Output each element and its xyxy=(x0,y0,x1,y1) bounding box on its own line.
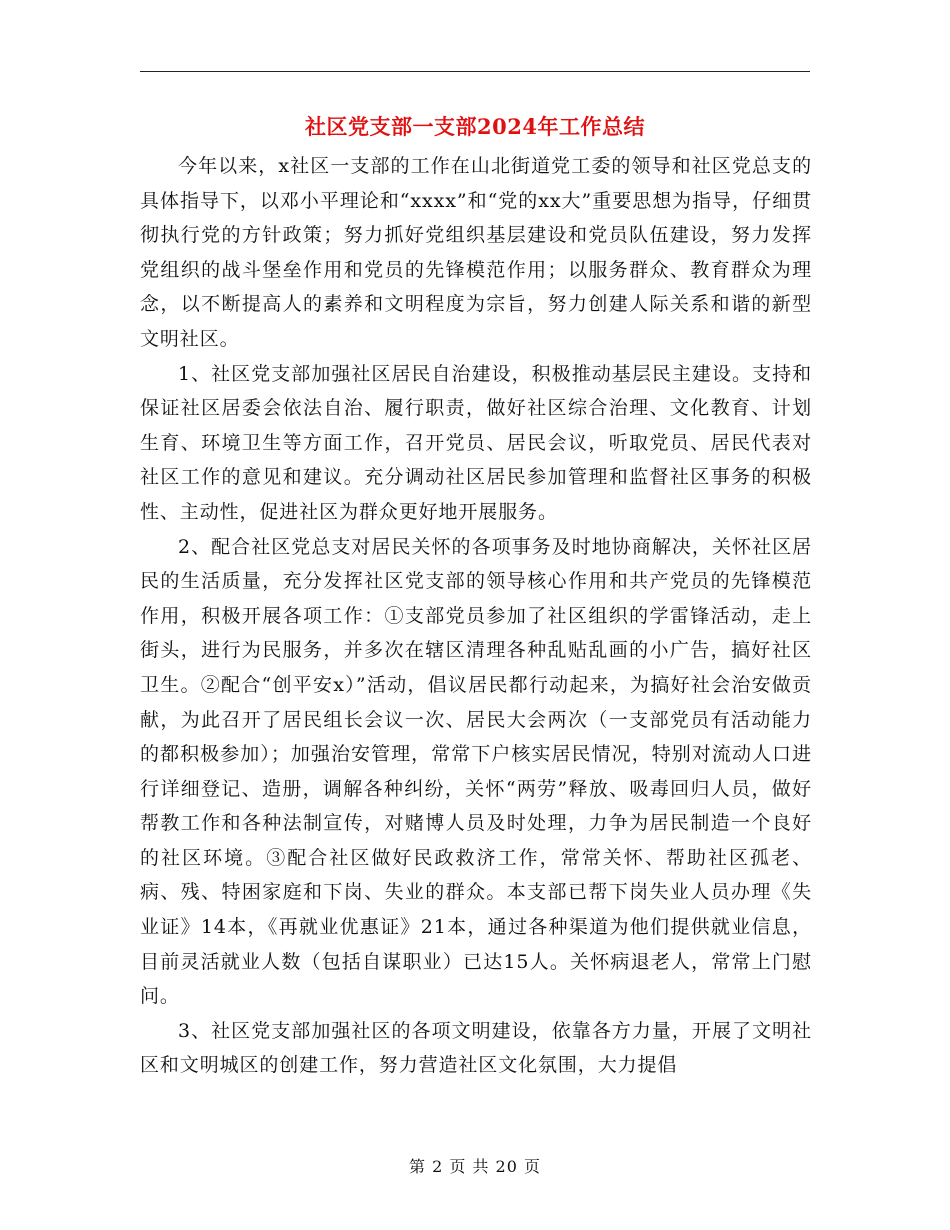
document-title: 社区党支部一支部2024年工作总结 xyxy=(305,114,645,139)
page-footer xyxy=(0,1154,950,1177)
footer-suffix: 页 xyxy=(524,1157,542,1176)
paragraph-item-1: 1、社区党支部加强社区居民自治建设，积极推动基层民主建设。支持和保证社区居委会依法自治、履行职责，做好社区综合治理、文化教育、计划生育、环境卫生等方面工作，召开党员、居民会议，听取党员、居民代表对社区工作的意见和建议。充分调动社区居民参加管理和监督社区事务的积极性、主动性，促进社区为群众更好地开展服务。 xyxy=(140,362,812,523)
footer-prefix: 第 xyxy=(408,1157,426,1176)
footer-middle: 页 共 xyxy=(449,1157,490,1176)
footer-total-pages: 20 xyxy=(495,1157,518,1176)
footer-page-number: 2 xyxy=(432,1157,444,1176)
document-body xyxy=(140,149,812,1083)
header-rule xyxy=(140,71,810,72)
paragraph-item-3: 3、社区党支部加强社区的各项文明建设，依靠各方力量，开展了文明社区和文明城区的创建工作，努力营造社区文化氛围，大力提倡 xyxy=(140,1019,812,1077)
paragraph-intro: 今年以来，x社区一支部的工作在山北街道党工委的领导和社区党总支的具体指导下，以邓小平理论和“xxxx”和“党的xx大”重要思想为指导，仔细贯彻执行党的方针政策；努力抓好党组织基层建设和党员队伍建设，努力发挥党组织的战斗堡垒作用和党员的先锋模范作用；以服务群众、教育群众为理念，以不断提高人的素养和文明程度为宗旨，努力创建人际关系和谐的新型文明社区。 xyxy=(140,155,812,350)
paragraph-item-2: 2、配合社区党总支对居民关怀的各项事务及时地协商解决，关怀社区居民的生活质量，充分发挥社区党支部的领导核心作用和共产党员的先锋模范作用，积极开展各项工作：①支部党员参加了社区组织的学雷锋活动，走上街头，进行为民服务，并多次在辖区清理各种乱贴乱画的小广告，搞好社区卫生。②配合“创平安x）”活动，倡议居民都行动起来，为搞好社会治安做贡献，为此召开了居民组长会议一次、居民大会两次（一支部党员有活动能力的都积极参加）；加强治安管理，常常下户核实居民情况，特别对流动人口进行详细登记、造册，调解各种纠纷，关怀“两劳”释放、吸毒回归人员，做好帮教工作和各种法制宣传，对赌博人员及时处理，力争为居民制造一个良好的社区环境。③配合社区做好民政救济工作，常常关怀、帮助社区孤老、病、残、特困家庭和下岗、失业的群众。本支部已帮下岗失业人员办理《失业证》14本，《再就业优惠证》21本，通过各种渠道为他们提供就业信息，目前灵活就业人数（包括自谋职业）已达15人。关怀病退老人，常常上门慰问。 xyxy=(140,535,812,1008)
